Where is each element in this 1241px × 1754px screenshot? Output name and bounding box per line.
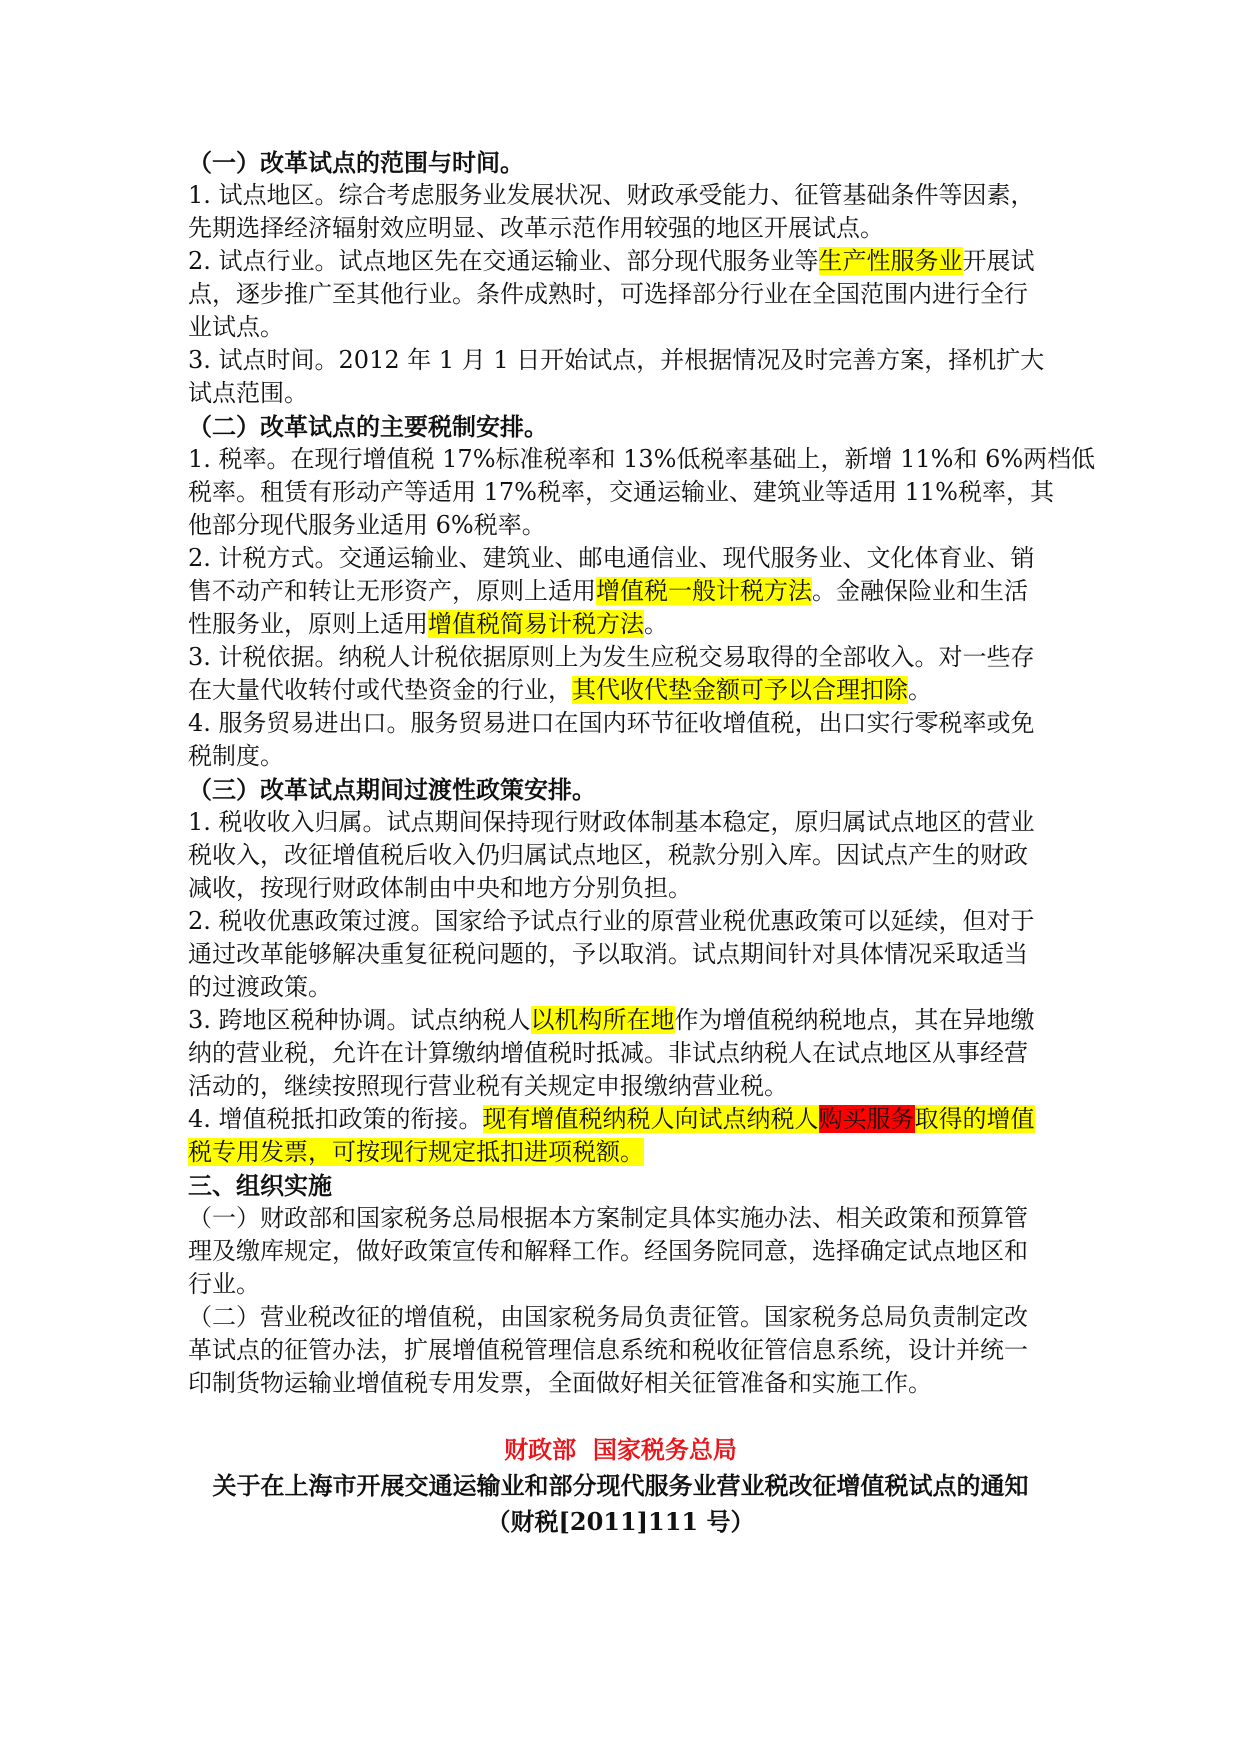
section-heading: 三、组织实施	[188, 1171, 332, 1200]
text-span: 通过改革能够解决重复征税问题的，予以取消。试点期间针对具体情况采取适当	[188, 940, 1028, 968]
text-line	[188, 740, 1068, 773]
notice-title: 关于在上海市开展交通运输业和部分现代服务业营业税改征增值税试点的通知	[212, 1471, 1029, 1500]
notice-header	[0, 1432, 1241, 1540]
text-line	[188, 1070, 1068, 1103]
text-span: 行业。	[188, 1270, 260, 1298]
text-span: 4. 服务贸易进出口。服务贸易进口在国内环节征收增值税，出口实行零税率或免	[188, 709, 1035, 737]
text-span: 先期选择经济辐射效应明显、改革示范作用较强的地区开展试点。	[188, 214, 884, 242]
text-line	[188, 872, 1068, 905]
text-line	[188, 278, 1068, 311]
paragraph	[188, 806, 1068, 905]
paragraph	[188, 1004, 1068, 1103]
text-span: 3. 试点时间。2012 年 1 月 1 日开始试点，并根据情况及时完善方案，择机扩大	[188, 346, 1045, 374]
text-line	[188, 839, 1068, 872]
issuer-name: 财政部 国家税务总局	[504, 1435, 737, 1464]
paragraph	[188, 1301, 1068, 1400]
text-line	[188, 575, 1068, 608]
text-span: （一）财政部和国家税务总局根据本方案制定具体实施办法、相关政策和预算管	[188, 1204, 1028, 1232]
text-line	[188, 377, 1068, 410]
text-span: 他部分现代服务业适用 6%税率。	[188, 511, 546, 539]
text-line	[188, 1136, 1068, 1169]
paragraph	[188, 245, 1068, 344]
text-span: 。金融保险业和生活	[812, 577, 1028, 605]
text-line	[188, 905, 1068, 938]
red-highlighted-text: 购买服务	[818, 1105, 915, 1133]
highlighted-text: 现有增值税纳税人向试点纳税人	[482, 1105, 819, 1133]
text-span: 税率。租赁有形动产等适用 17%税率，交通运输业、建筑业等适用 11%税率，其	[188, 478, 1054, 506]
text-span: 4. 增值税抵扣政策的衔接。	[188, 1105, 483, 1133]
text-line	[188, 1301, 1068, 1334]
text-line	[188, 212, 1068, 245]
text-line	[188, 1103, 1068, 1136]
text-span: 1. 税收收入归属。试点期间保持现行财政体制基本稳定，原归属试点地区的营业	[188, 808, 1035, 836]
highlighted-text: 增值税一般计税方法	[596, 577, 812, 605]
text-span: 税制度。	[188, 742, 284, 770]
text-span: 。	[908, 676, 932, 704]
text-span: 2. 税收优惠政策过渡。国家给予试点行业的原营业税优惠政策可以延续，但对于	[188, 907, 1035, 935]
paragraph	[188, 542, 1068, 641]
text-span: （二）营业税改征的增值税，由国家税务局负责征管。国家税务总局负责制定改	[188, 1303, 1028, 1331]
text-line	[188, 509, 1068, 542]
text-span: 税收入，改征增值税后收入仍归属试点地区，税款分别入库。因试点产生的财政	[188, 841, 1028, 869]
text-span: 的过渡政策。	[188, 973, 332, 1001]
section-heading: （一）改革试点的范围与时间。	[188, 148, 524, 177]
text-line	[188, 1268, 1068, 1301]
highlighted-text: 税专用发票，可按现行规定抵扣进项税额。	[188, 1138, 644, 1166]
text-span: 革试点的征管办法，扩展增值税管理信息系统和税收征管信息系统，设计并统一	[188, 1336, 1028, 1364]
paragraph	[188, 1103, 1068, 1169]
text-span: 作为增值税纳税地点，其在异地缴	[674, 1006, 1035, 1034]
text-line	[188, 311, 1068, 344]
text-line	[188, 443, 1096, 476]
paragraph	[188, 1202, 1068, 1301]
text-span: 活动的，继续按照现行营业税有关规定申报缴纳营业税。	[188, 1072, 788, 1100]
text-line	[188, 1037, 1068, 1070]
paragraph	[188, 707, 1068, 773]
paragraph	[188, 443, 1096, 542]
text-line	[188, 707, 1068, 740]
text-span: 售不动产和转让无形资产，原则上适用	[188, 577, 596, 605]
highlighted-text: 生产性服务业	[818, 247, 963, 275]
text-span: 。	[644, 610, 668, 638]
paragraph	[188, 905, 1068, 1004]
text-span: 2. 计税方式。交通运输业、建筑业、邮电通信业、现代服务业、文化体育业、销	[188, 544, 1035, 572]
text-line	[188, 806, 1068, 839]
text-span: 业试点。	[188, 313, 284, 341]
text-line	[188, 344, 1068, 377]
text-line	[188, 1202, 1068, 1235]
text-line	[188, 938, 1068, 971]
text-span: 试点范围。	[188, 379, 308, 407]
text-span: 理及缴库规定，做好政策宣传和解释工作。经国务院同意，选择确定试点地区和	[188, 1237, 1028, 1265]
text-line	[188, 245, 1068, 278]
text-line	[188, 1367, 1068, 1400]
text-line	[188, 1334, 1068, 1367]
text-span: 减收，按现行财政体制由中央和地方分别负担。	[188, 874, 692, 902]
text-line	[188, 1235, 1068, 1268]
text-span: 在大量代收转付或代垫资金的行业，	[188, 676, 572, 704]
text-span: 印制货物运输业增值税专用发票，全面做好相关征管准备和实施工作。	[188, 1369, 932, 1397]
text-line	[188, 179, 1068, 212]
highlighted-text: 取得的增值	[914, 1105, 1035, 1133]
text-span: 1. 税率。在现行增值税 17%标准税率和 13%低税率基础上，新增 11%和 6%两档低	[188, 445, 1096, 473]
text-span: 3. 跨地区税种协调。试点纳税人	[188, 1006, 531, 1034]
document-body	[188, 146, 1096, 1400]
text-span: 性服务业，原则上适用	[188, 610, 428, 638]
highlighted-text: 其代收代垫金额可予以合理扣除	[572, 676, 908, 704]
text-line	[188, 542, 1068, 575]
paragraph	[188, 179, 1068, 245]
text-line	[188, 641, 1068, 674]
text-span: 3. 计税依据。纳税人计税依据原则上为发生应税交易取得的全部收入。对一些存	[188, 643, 1035, 671]
text-line	[188, 1004, 1068, 1037]
section-heading: （二）改革试点的主要税制安排。	[188, 412, 548, 441]
doc-number: （财税[2011]111 号）	[486, 1507, 755, 1536]
text-span: 1. 试点地区。综合考虑服务业发展状况、财政承受能力、征管基础条件等因素，	[188, 181, 1035, 209]
text-line	[188, 476, 1068, 509]
highlighted-text: 以机构所在地	[530, 1006, 675, 1034]
highlighted-text: 增值税简易计税方法	[428, 610, 644, 638]
text-line	[188, 971, 1068, 1004]
paragraph	[188, 641, 1068, 707]
text-span: 点，逐步推广至其他行业。条件成熟时，可选择部分行业在全国范围内进行全行	[188, 280, 1028, 308]
text-span: 2. 试点行业。试点地区先在交通运输业、部分现代服务业等	[188, 247, 819, 275]
text-line	[188, 674, 1068, 707]
paragraph	[188, 344, 1068, 410]
section-heading: （三）改革试点期间过渡性政策安排。	[188, 775, 596, 804]
text-line	[188, 608, 1068, 641]
text-span: 纳的营业税，允许在计算缴纳增值税时抵减。非试点纳税人在试点地区从事经营	[188, 1039, 1028, 1067]
text-span: 开展试	[962, 247, 1035, 275]
